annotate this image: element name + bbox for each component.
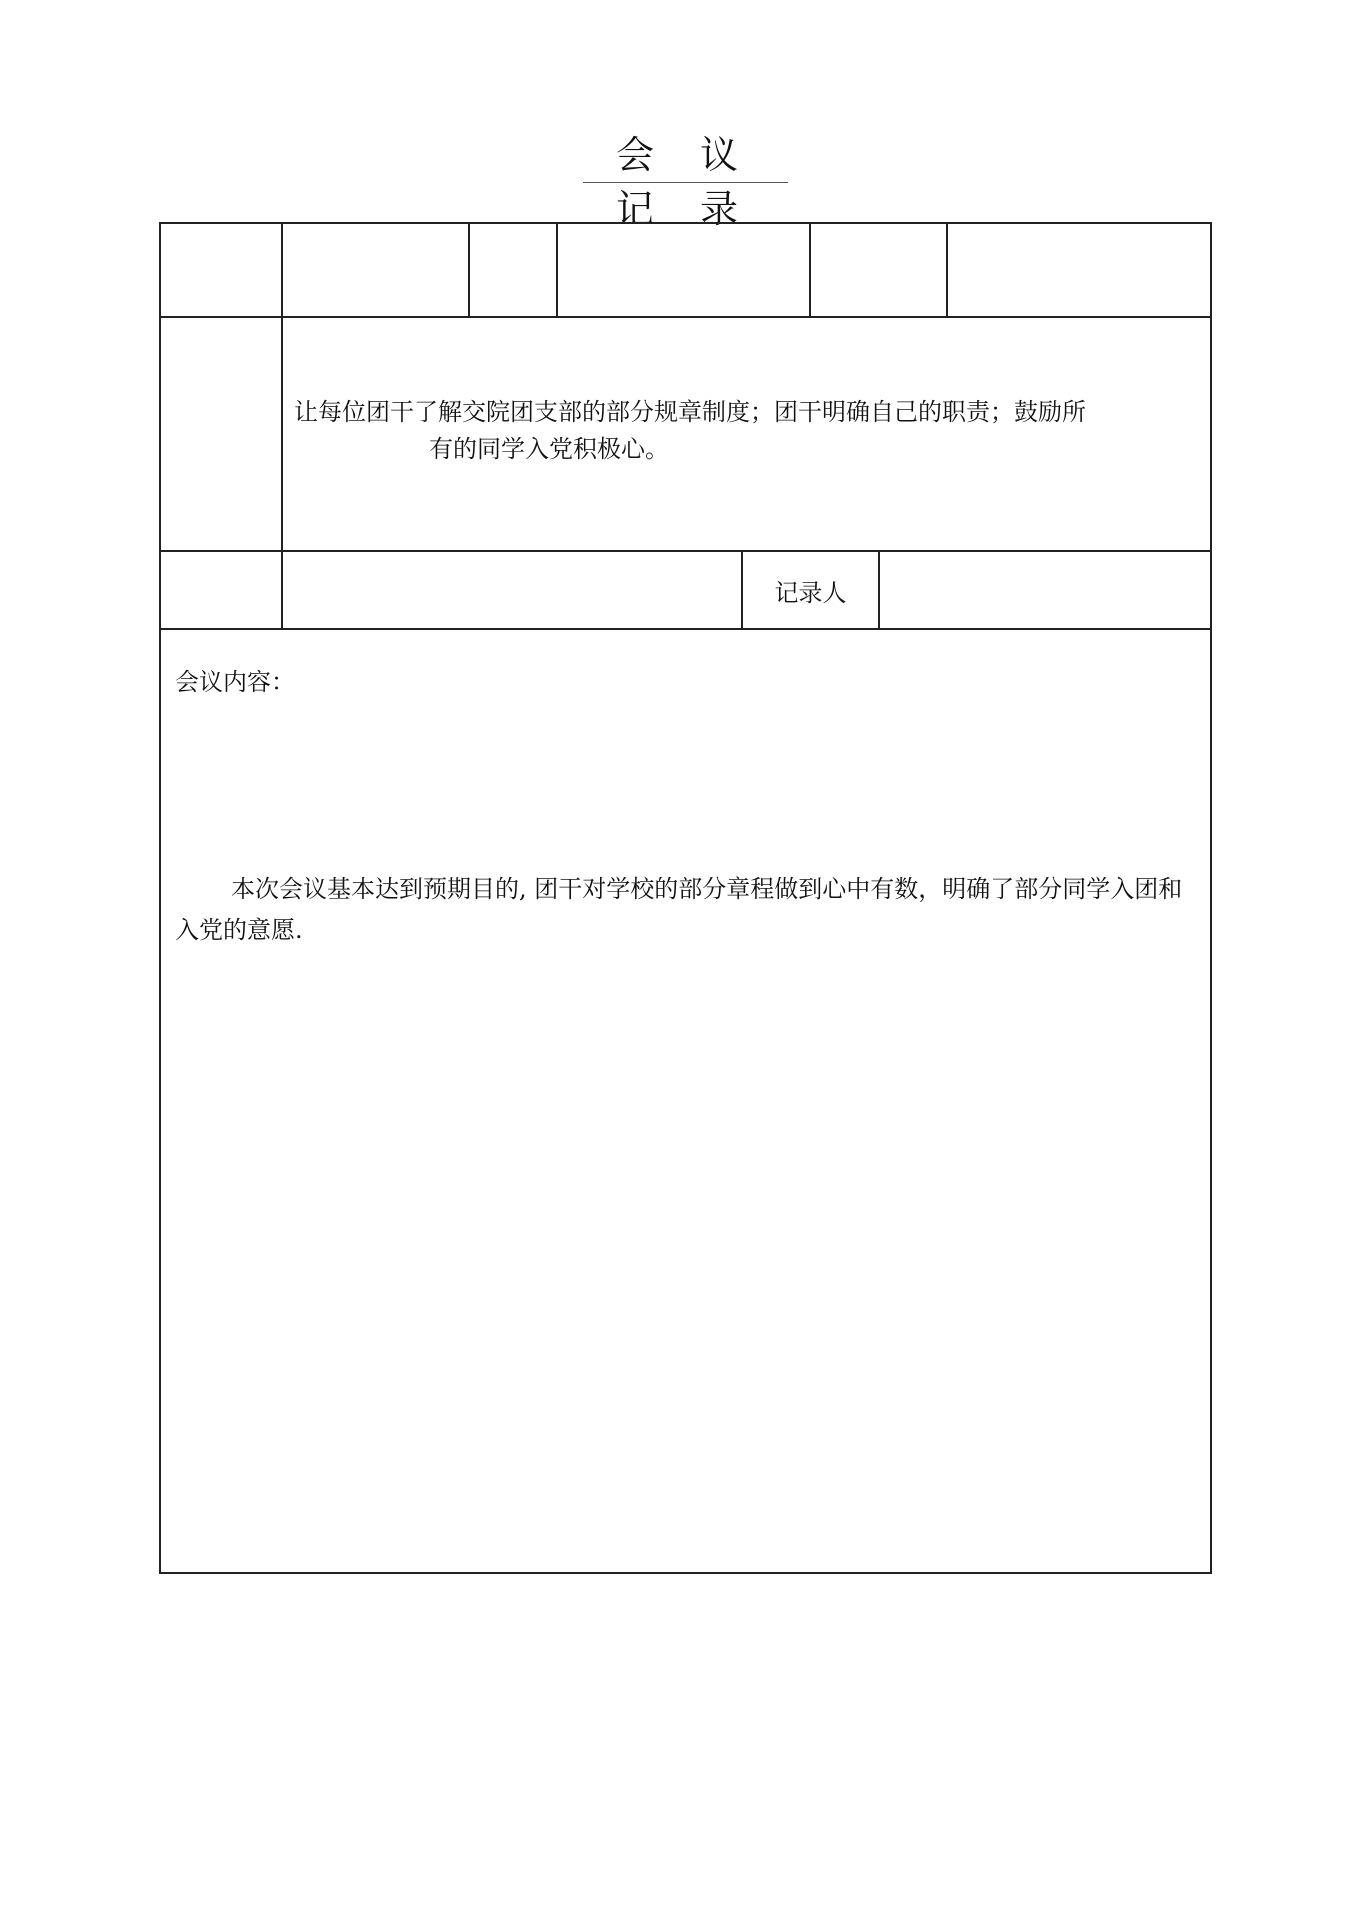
row-divider <box>161 628 1210 630</box>
meeting-record-form <box>159 222 1212 1574</box>
column-divider <box>281 316 283 550</box>
column-divider <box>468 224 470 316</box>
column-divider <box>556 224 558 316</box>
meeting-purpose-line-2: 有的同学入党积极心。 <box>429 435 669 463</box>
document-title: 会 议 记 录 <box>583 128 788 183</box>
recorder-label: 记录人 <box>774 579 847 607</box>
column-divider <box>946 224 948 316</box>
row-divider <box>161 550 1210 552</box>
meeting-purpose-line-1: 让每位团干了解交院团支部的部分规章制度；团干明确自己的职责；鼓励所 <box>294 398 1086 426</box>
content-body: 本次会议基本达到预期目的, 团干对学校的部分章程做到心中有数，明确了部分同学入团和入党的意愿. <box>175 875 1183 944</box>
column-divider <box>809 224 811 316</box>
content-label: 会议内容： <box>175 668 295 696</box>
column-divider <box>281 224 283 316</box>
meeting-purpose <box>294 394 1209 468</box>
column-divider <box>281 550 283 628</box>
row-divider <box>161 316 1210 318</box>
